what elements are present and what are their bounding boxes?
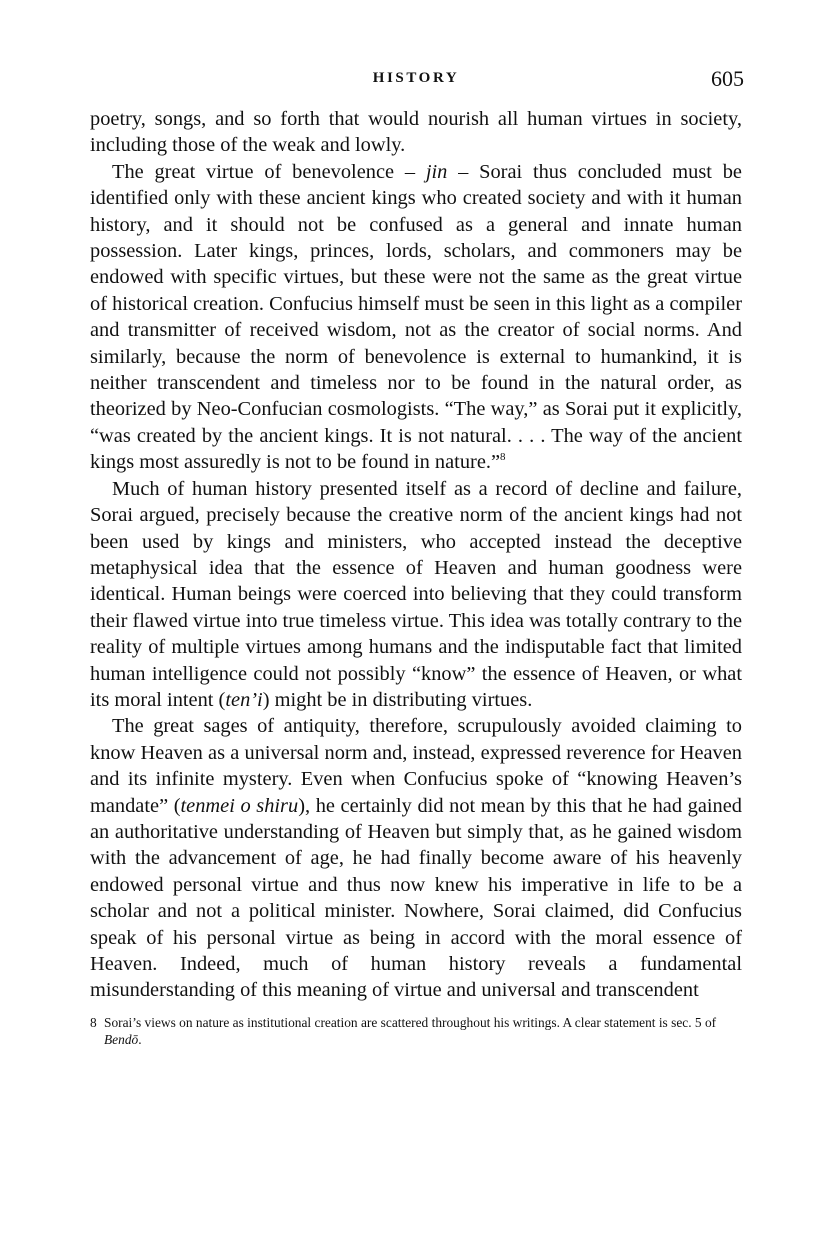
text-run: Much of human history presented itself as a record of decline and failure, Sorai argued, precisely because the creative norm of the ancient kings had not been used by kings and ministers, who accepted instead the deceptive metaphysical idea that the essence of Heaven and human goodness were identical. Human beings were coerced into believing that they could transform their flawed virtue into true timeless virtue. This idea was totally contrary to the reality of multiple virtues among humans and the indisputable fact that limited human intelligence could not possibly “know” the essence of Heaven, or what its moral intent ( bbox=[90, 477, 742, 711]
book-page bbox=[90, 68, 742, 1048]
text-run: ) might be in distributing virtues. bbox=[262, 688, 533, 711]
paragraph-4 bbox=[90, 713, 742, 1003]
text-run: . bbox=[138, 1031, 142, 1047]
paragraph-2 bbox=[90, 159, 742, 476]
paragraph-1 bbox=[90, 106, 742, 159]
italic-term: jin bbox=[425, 160, 448, 183]
paragraph-3 bbox=[90, 476, 742, 714]
footnote-number: 8 bbox=[90, 1014, 97, 1030]
text-run: poetry, songs, and so forth that would nourish all human virtues in society, including those of the weak and lowly. bbox=[90, 108, 742, 157]
italic-term: Bendō bbox=[104, 1031, 139, 1047]
page-number: 605 bbox=[711, 66, 744, 91]
italic-term: tenmei o shiru bbox=[180, 794, 299, 817]
text-run: – Sorai thus concluded must be identified only with these ancient kings who created society and with it human history, and it should not be confused as a general and innate human possession. Later kings, princes, lords, scholars, and commoners may be endowed with specific virtues, but these were not the same as the great virtue of historical creation. Confucius himself must be seen in this light as a compiler and transmitter of received wisdom, not as the creator of social norms. And similarly, because the norm of benevolence is external to humankind, it is neither transcendent and timeless nor to be found in the natural order, as theorized by Neo-Confucian cosmologists. “The way,” as Sorai put it explicitly, “was created by the ancient kings. It is not natural. . . . The way of the ancient kings most assuredly is not to be found in nature.” bbox=[90, 160, 742, 474]
text-run: Sorai’s views on nature as institutional creation are scattered throughout his writings. A clear statement is sec. 5 of bbox=[104, 1014, 717, 1030]
text-run: ), he certainly did not mean by this that he had gained an authoritative understanding of Heaven but simply that, as he gained wisdom with the advancement of age, he had finally become aware of his heavenly endowed personal virtue and thus now knew his imperative in life to be a scholar and not a political minister. Nowhere, Sorai claimed, did Confucius speak of his personal virtue as being in accord with the moral essence of Heaven. Indeed, much of human history reveals a fundamental misunderstanding of this meaning of virtue and universal and transcendent bbox=[90, 794, 742, 1002]
text-run: The great sages of antiquity, therefore, scrupulously avoided claiming to know Heaven as a universal norm and, instead, expressed reverence for Heaven and its infinite mystery. Even when Confucius spoke of “knowing Heaven’s mandate” ( bbox=[90, 715, 742, 817]
italic-term: ten’i bbox=[225, 688, 263, 711]
text-run: The great virtue of benevolence – bbox=[112, 160, 426, 183]
running-head bbox=[90, 68, 742, 106]
footnote-reference: 8 bbox=[500, 451, 506, 464]
footnote-text bbox=[104, 1015, 716, 1047]
footnote-8 bbox=[90, 1014, 742, 1048]
running-title: HISTORY bbox=[372, 70, 460, 86]
body-text bbox=[90, 106, 742, 1004]
